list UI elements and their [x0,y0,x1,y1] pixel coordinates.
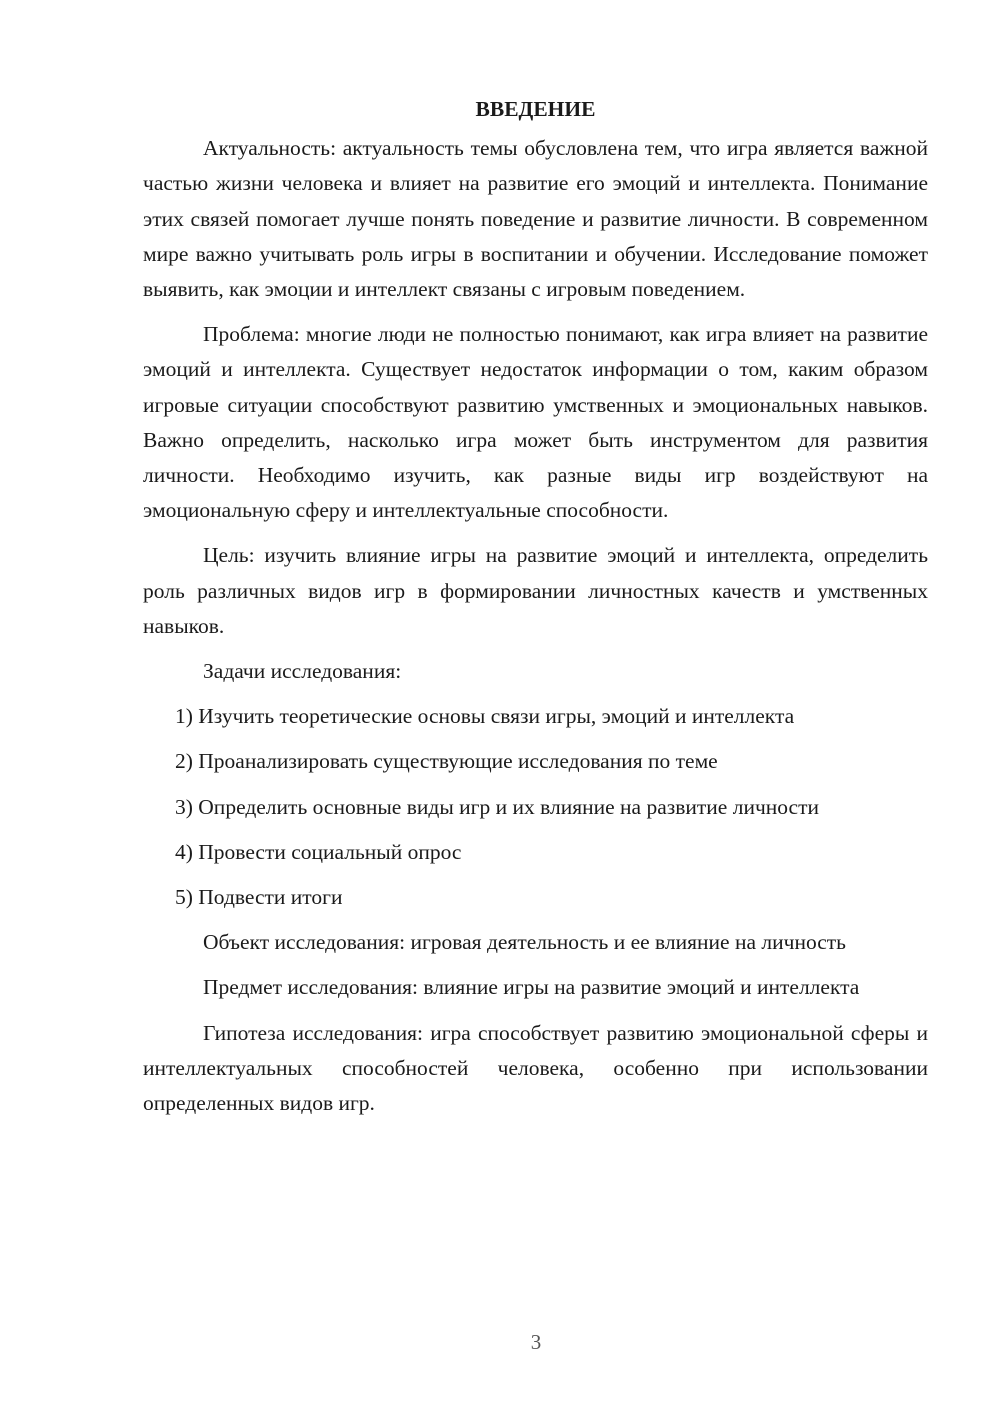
subject-paragraph: Предмет исследования: влияние игры на развитие эмоций и интеллекта [203,975,860,1000]
relevance-paragraph: Актуальность: актуальность темы обусловлена тем, что игра является важной частью жизни человека и влияет на развитие его эмоций и интеллекта. Понимание этих связей помогает лучше понять поведение и развитие личности. В современном мире важно учитывать роль игры в воспитании и обучении. Исследование поможет выявить, как эмоции и интеллект связаны с игровым поведением. [143,136,928,302]
task-item: 3) Определить основные виды игр и их влияние на развитие личности [175,794,819,819]
page-content [143,92,928,1131]
problem-paragraph: Проблема: многие люди не полностью понимают, как игра влияет на развитие эмоций и интеллекта. Существует недостаток информации о том, каким образом игровые ситуации способствуют развитию умственных и эмоциональных навыков. Важно определить, насколько игра может быть инструментом для развития личности. Необходимо изучить, как разные виды игр воздействуют на эмоциональную сферу и интеллектуальные способности. [143,322,928,523]
hypothesis-paragraph: Гипотеза исследования: игра способствует развитию эмоциональной сферы и интеллектуальных способностей человека, особенно при использовании определенных видов игр. [143,1020,928,1116]
section-heading: ВВЕДЕНИЕ [475,97,596,121]
goal-paragraph: Цель: изучить влияние игры на развитие эмоций и интеллекта, определить роль различных видов игр в формировании личностных качеств и умственных навыков. [143,543,928,638]
task-item: 1) Изучить теоретические основы связи игры, эмоций и интеллекта [175,704,795,729]
page-number: 3 [530,1330,542,1354]
task-item: 4) Провести социальный опрос [175,839,462,864]
tasks-list [143,699,928,915]
task-item: 5) Подвести итоги [175,885,343,910]
task-item: 2) Проанализировать существующие исследования по теме [175,749,718,774]
object-paragraph: Объект исследования: игровая деятельность и ее влияние на личность [203,930,846,955]
tasks-title: Задачи исследования: [203,659,402,684]
